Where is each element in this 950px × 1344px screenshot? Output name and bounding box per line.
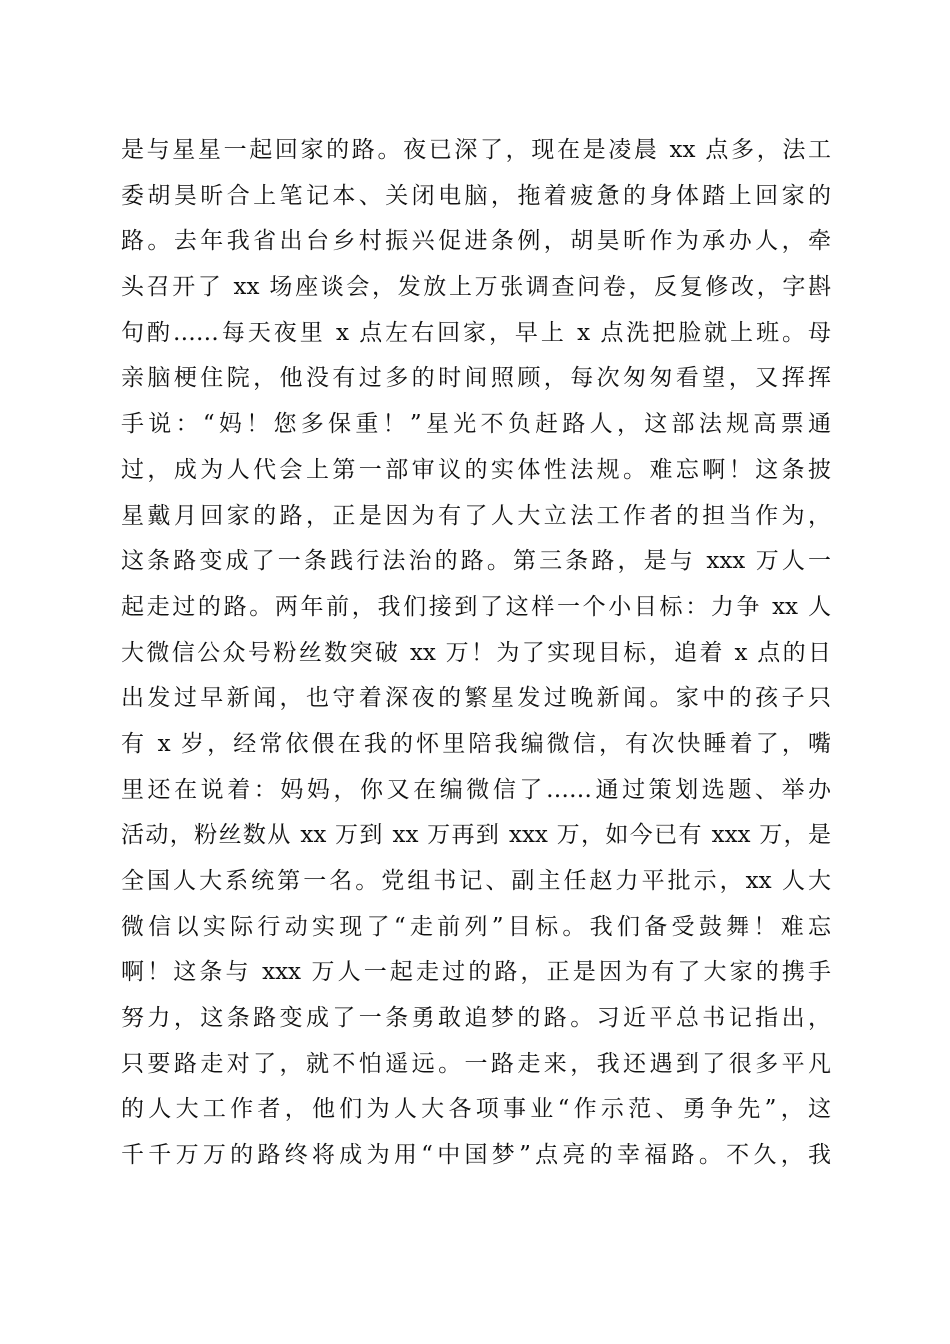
text-line: 头召开了 xx 场座谈会，发放上万张调查问卷，反复修改，字斟 xyxy=(121,274,831,301)
text-line: 只要路走对了，就不怕遥远。一路走来，我还遇到了很多平凡 xyxy=(121,1050,831,1077)
text-line: 星戴月回家的路，正是因为有了人大立法工作者的担当作为， xyxy=(121,502,831,529)
body-paragraph xyxy=(121,128,831,1179)
text-line: 过，成为人代会上第一部审议的实体性法规。难忘啊！这条披 xyxy=(121,456,831,483)
text-line: 全国人大系统第一名。党组书记、副主任赵力平批示，xx 人大 xyxy=(121,868,831,894)
text-line: 出发过早新闻，也守着深夜的繁星发过晚新闻。家中的孩子只 xyxy=(121,685,831,712)
text-line: 有 x 岁，经常依偎在我的怀里陪我编微信，有次快睡着了，嘴 xyxy=(121,730,831,757)
text-line: 大微信公众号粉丝数突破 xx 万！为了实现目标，追着 x 点的日 xyxy=(121,639,831,666)
text-line: 千千万万的路终将成为用“中国梦”点亮的幸福路。不久，我 xyxy=(121,1142,831,1169)
text-line: 啊！这条与 xxx 万人一起走过的路，正是因为有了大家的携手 xyxy=(121,959,831,986)
text-line: 这条路变成了一条践行法治的路。第三条路，是与 xxx 万人一 xyxy=(121,548,831,575)
text-line: 活动，粉丝数从 xx 万到 xx 万再到 xxx 万，如今已有 xxx 万，是 xyxy=(121,822,831,849)
text-line: 亲脑梗住院，他没有过多的时间照顾，每次匆匆看望，又挥挥 xyxy=(121,365,831,392)
text-line: 的人大工作者，他们为人大各项事业“作示范、勇争先”，这 xyxy=(121,1096,831,1123)
text-line: 微信以实际行动实现了“走前列”目标。我们备受鼓舞！难忘 xyxy=(121,913,831,940)
text-line: 是与星星一起回家的路。夜已深了，现在是凌晨 xx 点多，法工 xyxy=(121,137,831,163)
text-line: 委胡昊昕合上笔记本、关闭电脑，拖着疲惫的身体踏上回家的 xyxy=(121,182,831,209)
text-line: 努力，这条路变成了一条勇敢追梦的路。习近平总书记指出， xyxy=(121,1005,831,1032)
text-line: 句酌……每天夜里 x 点左右回家，早上 x 点洗把脸就上班。母 xyxy=(121,319,831,346)
text-line: 起走过的路。两年前，我们接到了这样一个小目标：力争 xx 人 xyxy=(121,593,831,620)
text-line: 里还在说着：妈妈，你又在编微信了……通过策划选题、举办 xyxy=(121,776,831,803)
text-line: 路。去年我省出台乡村振兴促进条例，胡昊昕作为承办人，牵 xyxy=(121,228,831,255)
text-line: 手说：“妈！您多保重！”星光不负赶路人，这部法规高票通 xyxy=(121,411,831,438)
